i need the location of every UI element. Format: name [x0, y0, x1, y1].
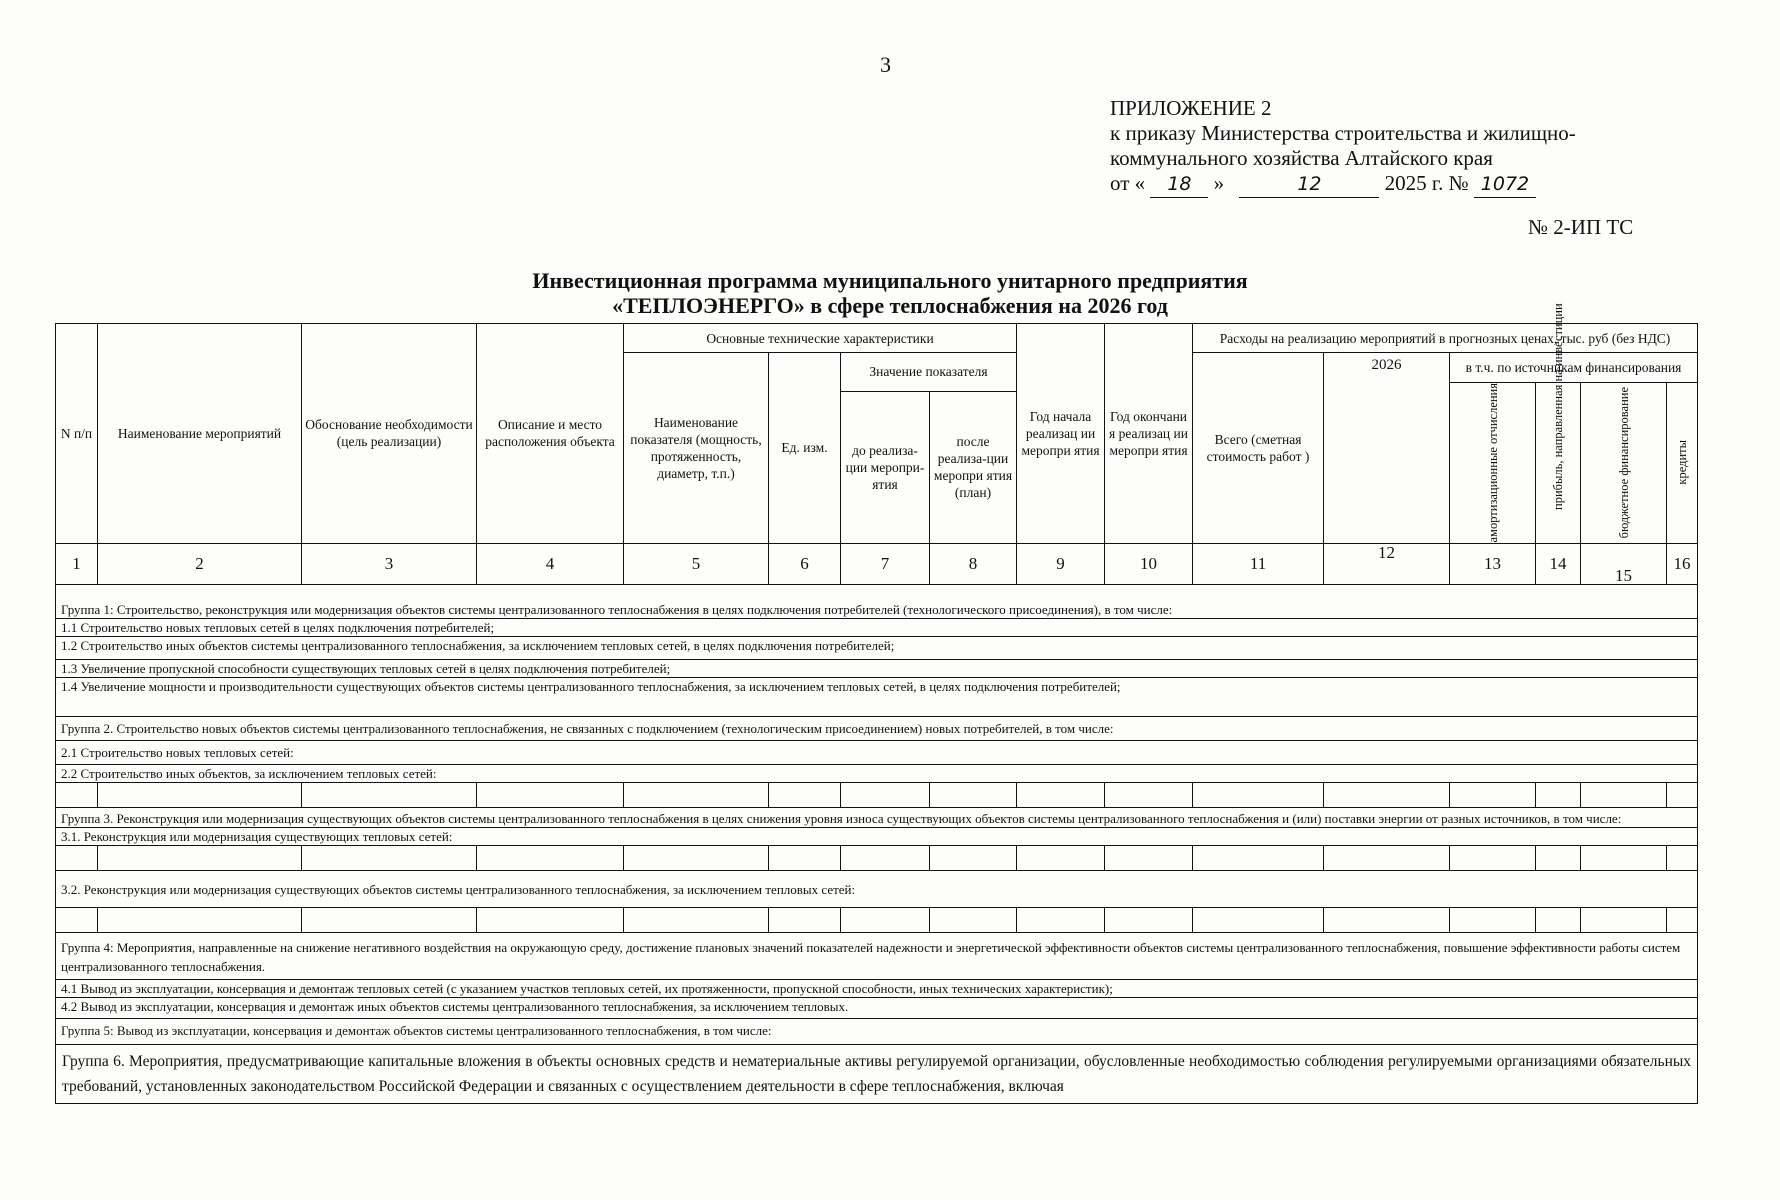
subgroup-3-1: 3.1. Реконструкция или модернизация существующих тепловых сетей:: [56, 828, 1698, 846]
header-costs: Расходы на реализацию мероприятий в прогнозных ценах, тыс. руб (без НДС): [1193, 324, 1698, 353]
subgroup-1-4: 1.4 Увеличение мощности и производительности существующих объектов системы централизованного теплоснабжения, за исключением тепловых сетей, в целях подключения потребителей;: [56, 678, 1698, 717]
header-total: Всего (сметная стоимость работ ): [1193, 353, 1324, 544]
column-number: 5: [624, 543, 769, 584]
column-number: 3: [302, 543, 477, 584]
header-indicator-name: Наименование показателя (мощность, протяженность, диаметр, т.п.): [624, 353, 769, 544]
header-budget-text: бюджетное финансирование: [1616, 387, 1631, 539]
spacer-row: [56, 584, 1698, 592]
header-credits-text: кредиты: [1675, 440, 1690, 486]
page-number: 3: [880, 52, 891, 77]
subgroup-3-2: 3.2. Реконструкция или модернизация существующих объектов системы централизованного теплоснабжения, за исключением тепловых сетей:: [56, 871, 1698, 908]
subgroup-1-3: 1.3 Увеличение пропускной способности существующих тепловых сетей в целях подключения потребителей;: [56, 660, 1698, 678]
group-1-header: Группа 1: Строительство, реконструкция или модернизация объектов системы централизованного теплоснабжения в целях подключения потребителей (технологического присоединения), в том числе:: [56, 592, 1698, 619]
header-profit-text: прибыль, направленная на инвестиции: [1551, 303, 1566, 511]
appendix-header: [1110, 96, 1576, 198]
column-number: 12: [1324, 543, 1450, 584]
header-unit: Ед. изм.: [769, 353, 841, 544]
document-code: № 2-ИП ТС: [1528, 215, 1634, 239]
header-sources: в т.ч. по источникам финансирования: [1450, 353, 1698, 383]
header-after: после реализа-ции меропри ятия (план): [930, 391, 1017, 543]
column-number: 16: [1667, 543, 1698, 584]
title-line-2: «ТЕПЛОЭНЕРГО» в сфере теплоснабжения на 2026 год: [612, 293, 1168, 318]
column-number: 15: [1581, 543, 1667, 584]
header-credits: [1667, 383, 1698, 544]
subgroup-2-1: 2.1 Строительство новых тепловых сетей:: [56, 741, 1698, 765]
group-5-header: Группа 5: Вывод из эксплуатации, консервация и демонтаж объектов системы централизованного теплоснабжения, в том числе:: [56, 1019, 1698, 1045]
header-year-2026: 2026: [1324, 353, 1450, 544]
empty-row: [56, 908, 1698, 933]
header-indicator-value: Значение показателя: [841, 353, 1017, 392]
appendix-title: ПРИЛОЖЕНИЕ 2: [1110, 96, 1272, 120]
column-number: 11: [1193, 543, 1324, 584]
handwritten-number: 1072: [1474, 172, 1536, 198]
number-prefix: №: [1448, 171, 1469, 195]
column-number: 13: [1450, 543, 1536, 584]
header-justification: Обоснование необходимости (цель реализации): [302, 324, 477, 544]
column-number: 7: [841, 543, 930, 584]
column-number: 14: [1536, 543, 1581, 584]
column-number: 9: [1017, 543, 1105, 584]
day-suffix: »: [1213, 171, 1225, 195]
header-budget: [1581, 383, 1667, 544]
subgroup-1-2: 1.2 Строительство иных объектов системы централизованного теплоснабжения, за исключением тепловых сетей, в целях подключения потребителей;: [56, 637, 1698, 660]
subgroup-1-1: 1.1 Строительство новых тепловых сетей в целях подключения потребителей;: [56, 619, 1698, 637]
subgroup-4-2: 4.2 Вывод из эксплуатации, консервация и демонтаж иных объектов системы централизованного теплоснабжения, за исключением тепловых.: [56, 998, 1698, 1019]
appendix-line-2: к приказу Министерства строительства и жилищно-: [1110, 121, 1576, 145]
header-tech-characteristics: Основные технические характеристики: [624, 324, 1017, 353]
column-number: 4: [477, 543, 624, 584]
subgroup-2-2: 2.2 Строительство иных объектов, за исключением тепловых сетей:: [56, 765, 1698, 783]
header-description: Описание и место расположения объекта: [477, 324, 624, 544]
column-number: 2: [98, 543, 302, 584]
header-depreciation: [1450, 383, 1536, 544]
header-year-start: Год начала реализац ии меропри ятия: [1017, 324, 1105, 544]
group-6-header: Группа 6. Мероприятия, предусматривающие капитальные вложения в объекты основных средств и нематериальные активы регулируемой организации, обусловленные необходимостью соблюдения регулируемыми организациями обязательных требований, установленных законодательством Российской Федерации и связанных с осуществлением деятельности в сфере теплоснабжения, включая: [56, 1045, 1698, 1104]
column-number: 8: [930, 543, 1017, 584]
header-name: Наименование мероприятий: [98, 324, 302, 544]
column-number: 10: [1105, 543, 1193, 584]
group-4-header: Группа 4: Мероприятия, направленные на снижение негативного воздействия на окружающую среду, достижение плановых значений показателей надежности и энергетической эффективности объектов системы централизованного теплоснабжения, повышение эффективности работы систем централизованного теплоснабжения.: [56, 933, 1698, 980]
handwritten-day: 18: [1150, 172, 1208, 198]
year-text: 2025 г.: [1384, 171, 1444, 195]
group-2-header: Группа 2. Строительство новых объектов системы централизованного теплоснабжения, не связанных с подключением (технологическим присоединением) новых потребителей, в том числе:: [56, 717, 1698, 741]
column-number: 1: [56, 543, 98, 584]
header-before: до реализа-ции меропри-ятия: [841, 391, 930, 543]
title-line-1: Инвестиционная программа муниципального унитарного предприятия: [532, 268, 1248, 293]
group-3-header: Группа 3. Реконструкция или модернизация существующих объектов системы централизованного теплоснабжения в целях снижения уровня износа существующих объектов системы централизованного теплоснабжения и (или) поставки энергии от разных источников, в том числе:: [56, 808, 1698, 828]
subgroup-4-1: 4.1 Вывод из эксплуатации, консервация и демонтаж тепловых сетей (с указанием участков тепловых сетей, их протяженности, пропускной способности, иных технических характеристик);: [56, 980, 1698, 998]
appendix-date-line: [1110, 171, 1576, 198]
date-prefix: от «: [1110, 171, 1146, 195]
appendix-line-3: коммунального хозяйства Алтайского края: [1110, 146, 1493, 170]
column-numbers-row: [56, 543, 1698, 584]
empty-row: [56, 783, 1698, 808]
column-number: 6: [769, 543, 841, 584]
empty-row: [56, 846, 1698, 871]
header-profit: [1536, 303, 1581, 544]
header-n: N п/п: [56, 324, 98, 544]
handwritten-month: 12: [1239, 172, 1379, 198]
header-depreciation-text: амортизационные отчисления: [1485, 383, 1500, 543]
document-title: [0, 268, 1780, 318]
header-year-end: Год окончани я реализац ии меропри ятия: [1105, 324, 1193, 544]
